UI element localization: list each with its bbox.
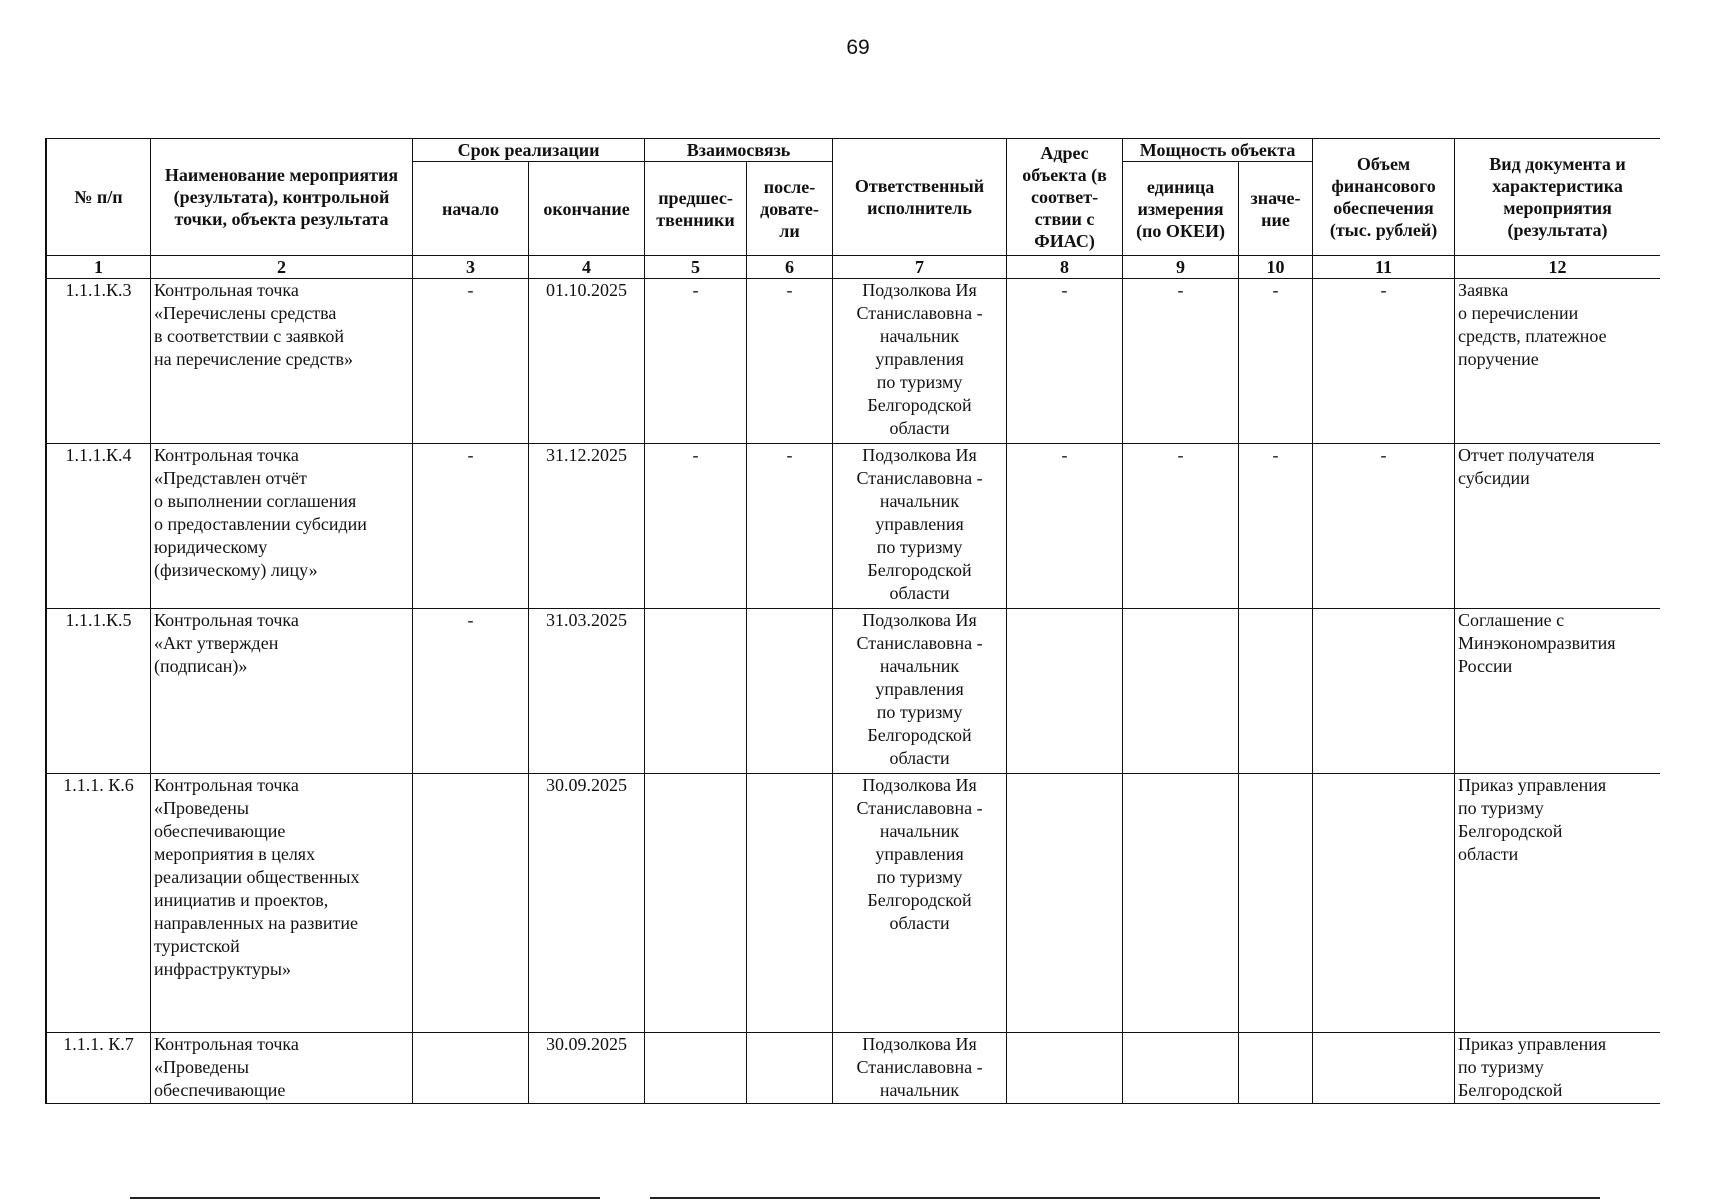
row-name: Контрольная точка «Проведены обеспечивающие <box>151 1033 413 1105</box>
header-value: значе-ние <box>1239 162 1313 256</box>
header-start: начало <box>413 162 529 256</box>
row-address: - <box>1007 279 1123 444</box>
page-number: 69 <box>846 36 870 59</box>
column-number: 7 <box>833 256 1007 279</box>
table-row <box>47 609 1661 774</box>
row-finance: - <box>1313 279 1455 444</box>
row-finance <box>1313 609 1455 774</box>
row-id: 1.1.1.К.5 <box>47 609 151 774</box>
column-number: 3 <box>413 256 529 279</box>
column-number: 6 <box>747 256 833 279</box>
row-unit <box>1123 1033 1239 1105</box>
row-unit <box>1123 774 1239 1033</box>
header-finance: Объем финансового обеспечения (тыс. рублей) <box>1313 139 1455 256</box>
column-number: 1 <box>47 256 151 279</box>
row-start: - <box>413 609 529 774</box>
row-predecessors <box>645 1033 747 1105</box>
row-predecessors: - <box>645 444 747 609</box>
events-table <box>46 138 1660 1104</box>
column-number: 10 <box>1239 256 1313 279</box>
header-predecessors: предшес-твенники <box>645 162 747 256</box>
row-end: 01.10.2025 <box>529 279 645 444</box>
header-num: № п/п <box>47 139 151 256</box>
row-responsible: Подзолкова Ия Станиславовна - начальник управления по туризму Белгородской области <box>833 609 1007 774</box>
row-value <box>1239 609 1313 774</box>
row-start <box>413 774 529 1033</box>
row-address <box>1007 609 1123 774</box>
header-responsible: Ответственный исполнитель <box>833 139 1007 256</box>
row-end: 30.09.2025 <box>529 774 645 1033</box>
row-name: Контрольная точка «Акт утвержден (подписан)» <box>151 609 413 774</box>
header-address: Адрес объекта (в соответ-ствии с ФИАС) <box>1007 139 1123 256</box>
row-end: 31.12.2025 <box>529 444 645 609</box>
row-finance: - <box>1313 444 1455 609</box>
column-number: 5 <box>645 256 747 279</box>
column-number: 4 <box>529 256 645 279</box>
column-number: 9 <box>1123 256 1239 279</box>
row-predecessors <box>645 774 747 1033</box>
header-row-top <box>47 139 1661 162</box>
row-address <box>1007 1033 1123 1105</box>
row-address <box>1007 774 1123 1033</box>
row-value: - <box>1239 279 1313 444</box>
column-number: 8 <box>1007 256 1123 279</box>
column-numbers-row <box>47 256 1661 279</box>
row-address: - <box>1007 444 1123 609</box>
header-link: Взаимосвязь <box>645 139 833 162</box>
row-id: 1.1.1.К.3 <box>47 279 151 444</box>
row-finance <box>1313 774 1455 1033</box>
table-row <box>47 279 1661 444</box>
row-responsible: Подзолкова Ия Станиславовна - начальник управления по туризму Белгородской области <box>833 444 1007 609</box>
column-number: 11 <box>1313 256 1455 279</box>
row-value: - <box>1239 444 1313 609</box>
row-unit: - <box>1123 279 1239 444</box>
row-unit: - <box>1123 444 1239 609</box>
table-row <box>47 1033 1661 1105</box>
header-successors: после-довате-ли <box>747 162 833 256</box>
row-name: Контрольная точка «Представлен отчёт о выполнении соглашения о предоставлении субсидии юридическому (физическому) лицу» <box>151 444 413 609</box>
column-number: 12 <box>1455 256 1660 279</box>
row-value <box>1239 1033 1313 1105</box>
scan-edge-line <box>650 1197 1600 1199</box>
row-document: Приказ управления по туризму Белгородской области <box>1455 774 1660 1033</box>
header-document: Вид документа и характеристика мероприятия (результата) <box>1455 139 1660 256</box>
row-end: 30.09.2025 <box>529 1033 645 1105</box>
row-document: Приказ управления по туризму Белгородской <box>1455 1033 1660 1105</box>
row-document: Заявка о перечислении средств, платежное поручение <box>1455 279 1660 444</box>
table-row <box>47 444 1661 609</box>
row-predecessors <box>645 609 747 774</box>
row-document: Отчет получателя субсидии <box>1455 444 1660 609</box>
row-finance <box>1313 1033 1455 1105</box>
row-responsible: Подзолкова Ия Станиславовна - начальник управления по туризму Белгородской области <box>833 279 1007 444</box>
row-name: Контрольная точка «Перечислены средства в соответствии с заявкой на перечисление средств» <box>151 279 413 444</box>
row-successors <box>747 609 833 774</box>
table-row <box>47 774 1661 1033</box>
row-value <box>1239 774 1313 1033</box>
header-unit: единица измерения (по ОКЕИ) <box>1123 162 1239 256</box>
header-end: окончание <box>529 162 645 256</box>
row-responsible: Подзолкова Ия Станиславовна - начальник <box>833 1033 1007 1105</box>
row-name: Контрольная точка «Проведены обеспечивающие мероприятия в целях реализации общественных инициатив и проектов, направленных на развитие туристской инфраструктуры» <box>151 774 413 1033</box>
row-successors <box>747 774 833 1033</box>
row-start: - <box>413 279 529 444</box>
header-capacity: Мощность объекта <box>1123 139 1313 162</box>
row-id: 1.1.1. К.6 <box>47 774 151 1033</box>
row-document: Соглашение с Минэкономразвития России <box>1455 609 1660 774</box>
row-predecessors: - <box>645 279 747 444</box>
row-successors: - <box>747 279 833 444</box>
row-id: 1.1.1.К.4 <box>47 444 151 609</box>
column-number: 2 <box>151 256 413 279</box>
row-responsible: Подзолкова Ия Станиславовна - начальник управления по туризму Белгородской области <box>833 774 1007 1033</box>
header-name: Наименование мероприятия (результата), контрольной точки, объекта результата <box>151 139 413 256</box>
events-table-container <box>45 138 1660 1104</box>
row-end: 31.03.2025 <box>529 609 645 774</box>
scan-edge-line <box>130 1197 600 1199</box>
header-period: Срок реализации <box>413 139 645 162</box>
row-successors: - <box>747 444 833 609</box>
row-successors <box>747 1033 833 1105</box>
row-start <box>413 1033 529 1105</box>
row-start: - <box>413 444 529 609</box>
row-id: 1.1.1. К.7 <box>47 1033 151 1105</box>
row-unit <box>1123 609 1239 774</box>
